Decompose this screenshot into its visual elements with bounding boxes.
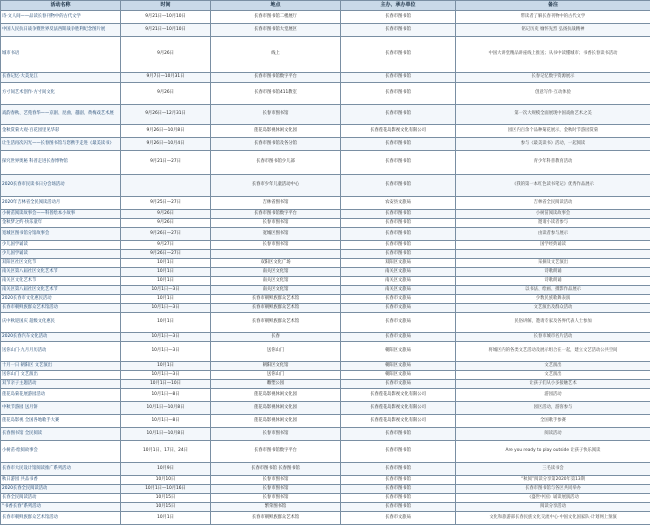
activity-name-cell: 小树苗·绘阅故事会	[1, 441, 121, 463]
table-row	[1, 313, 650, 333]
time-cell: 9月21日—10月10日	[121, 11, 211, 24]
activity-name-cell: 金秋梦之约·快乐童年	[1, 219, 121, 228]
organizer-cell: 朝阳区文旅局	[341, 371, 456, 380]
note-cell: 参与《最美读书》活动，一起阅读	[456, 138, 650, 151]
table-row	[1, 428, 650, 441]
time-cell: 9月25日—27日	[121, 197, 211, 210]
place-cell: 吉林省图书馆	[211, 197, 341, 210]
place-cell: 南关区文化馆	[211, 268, 341, 277]
table-row	[1, 342, 650, 362]
time-cell: 10月1日	[121, 512, 211, 525]
time-cell: 9月7日—10月31日	[121, 73, 211, 83]
organizer-cell: 长春莲花岛影视文化有限公司	[341, 125, 456, 138]
table-row	[1, 268, 650, 277]
table-row	[1, 441, 650, 463]
note-cell: 诗歌朗诵	[456, 277, 650, 286]
organizer-cell: 长春市图书馆	[341, 151, 456, 175]
time-cell: 10月1日	[121, 295, 211, 304]
activity-name-cell: 方寸间艺术创作·方寸间文化	[1, 83, 121, 105]
activity-name-cell: 诗·文人间——品读长春刊物中的古代文学	[1, 11, 121, 24]
table-row	[1, 125, 650, 138]
table-row	[1, 503, 650, 512]
activity-name-cell: 莲花岛影视 全国各地歌手大赛	[1, 415, 121, 428]
organizer-cell: 长春市图书馆	[341, 210, 456, 219]
note-cell: 国学经典诵读	[456, 241, 650, 250]
organizer-cell: 长春市图书馆	[341, 476, 456, 485]
table-row	[1, 286, 650, 295]
organizer-cell: 长春市图书馆	[341, 463, 456, 476]
organizer-cell: 长春莲花岛影视文化有限公司	[341, 402, 456, 415]
table-row	[1, 463, 650, 476]
header-place: 地点	[211, 1, 341, 11]
place-cell: 长春市图书馆411教室	[211, 83, 341, 105]
table-row	[1, 371, 650, 380]
note-cell: 长春记忆数字资源展示	[456, 73, 650, 83]
organizer-cell: 长春市文旅局	[341, 380, 456, 389]
table-row	[1, 389, 650, 402]
organizer-cell: 长春市图书馆	[341, 83, 456, 105]
table-row	[1, 476, 650, 485]
activity-name-cell: 南关区第八届社区文化艺术节	[1, 268, 121, 277]
note-cell: 民俗讲解，邀请专家及各界代表人士参加	[456, 313, 650, 333]
time-cell: 10月1日—10日	[121, 380, 211, 389]
place-cell: 长春市图书馆数字平台	[211, 210, 341, 219]
organizer-cell: 长春市图书馆	[341, 37, 456, 73]
time-cell: 10月1日	[121, 313, 211, 333]
table-row	[1, 250, 650, 259]
time-cell: 10月15日	[121, 503, 211, 512]
activity-name-cell: 庆中秋迎国庆 超级文化惠民	[1, 313, 121, 333]
place-cell: 长春市朝鲜族群众艺术馆	[211, 313, 341, 333]
place-cell: 雕塑公园	[211, 380, 341, 389]
organizer-cell: 长春市图书馆	[341, 428, 456, 441]
place-cell: 长春市朝鲜族群众艺术馆	[211, 304, 341, 313]
table-row	[1, 228, 650, 241]
time-cell: 10月1日	[121, 362, 211, 371]
note-cell: “秋阅”阅读分享第2020年第13期	[456, 476, 650, 485]
organizer-cell: 长春市图书馆	[341, 503, 456, 512]
time-cell: 10月1日—10月16日	[121, 485, 211, 494]
place-cell: 长春市图书馆及各分馆	[211, 138, 341, 151]
organizer-cell: 长春市图书馆	[341, 24, 456, 37]
note-cell: 文艺演出	[456, 362, 650, 371]
table-row	[1, 304, 650, 313]
place-cell: 南关区文化馆	[211, 286, 341, 295]
note-cell: 带读者了解长春刊物中的古代文学	[456, 11, 650, 24]
time-cell: 9月26日—10月8日	[121, 125, 211, 138]
time-cell: 10月1日—3日	[121, 286, 211, 295]
organizer-cell: 长春市图书馆	[341, 250, 456, 259]
table-row	[1, 175, 650, 197]
place-cell: 送你山门	[211, 342, 341, 362]
organizer-cell: 长春市图书馆	[341, 228, 456, 241]
note-cell: 将城区内的各类文艺活动及展示组合在一起，建立文艺活动公共空间	[456, 342, 650, 362]
activity-name-cell: 金秋赏菊大观·百花园里见华彩	[1, 125, 121, 138]
time-cell: 10月1日—3日	[121, 333, 211, 342]
note-cell: 邀请小读者参与	[456, 219, 650, 228]
organizer-cell: 长春市图书馆	[341, 485, 456, 494]
table-row	[1, 73, 650, 83]
activity-name-cell: 南关区文化艺术节	[1, 277, 121, 286]
place-cell: 长春市图书馆	[211, 241, 341, 250]
table-row	[1, 210, 650, 219]
note-cell: 《我的第一本红色读书笔记》优秀作品展示	[456, 175, 650, 197]
note-cell: 长春市城市名片活动	[456, 333, 650, 342]
activity-name-cell: 中国人民抗日战争暨世界反法西斯战争胜利纪念图片展	[1, 24, 121, 37]
place-cell: 长春市朝鲜族群众艺术馆	[211, 295, 341, 304]
note-cell: 游园活动	[456, 389, 650, 402]
table-row	[1, 259, 650, 268]
note-cell: 文艺演出及群众活动	[456, 304, 650, 313]
table-row	[1, 362, 650, 371]
organizer-cell: 长春市图书馆	[341, 241, 456, 250]
table-header-row	[1, 1, 650, 11]
note-cell: 第一次大规模全面展现中国戏曲艺术之美	[456, 105, 650, 125]
time-cell: 9月26日	[121, 37, 211, 73]
time-cell: 9月21日—27日	[121, 151, 211, 175]
table-row	[1, 197, 650, 210]
time-cell: 9月26日	[121, 210, 211, 219]
activity-name-cell: 送你山门·九月月历活动	[1, 342, 121, 362]
note-cell: 少数民族歌舞表演	[456, 295, 650, 304]
organizer-cell: 双阳区文旅局	[341, 259, 456, 268]
organizer-cell: 长春市文旅局	[341, 313, 456, 333]
activity-name-cell: 2020长春汽车文化活动	[1, 333, 121, 342]
activity-name-cell: 中秋节游园 送月饼	[1, 402, 121, 415]
note-cell: 全国歌手参赛	[456, 415, 650, 428]
organizer-cell: 长春市图书馆	[341, 138, 456, 151]
time-cell: 9月26日—27日	[121, 228, 211, 241]
place-cell: 朝阳区文化馆	[211, 362, 341, 371]
place-cell: 南关区文化馆	[211, 277, 341, 286]
time-cell	[121, 175, 211, 197]
note-cell: 诗歌朗诵	[456, 268, 650, 277]
organizer-cell: 朝阳区文旅局	[341, 362, 456, 371]
place-cell: 长春市少年儿童活动中心	[211, 175, 341, 197]
table-row	[1, 333, 650, 342]
place-cell: 长春市图书馆	[211, 219, 341, 228]
place-cell: 宽城区图书馆	[211, 228, 341, 241]
activity-name-cell: 城市书语	[1, 37, 121, 73]
place-cell: 长春市图书馆 长春图书馆	[211, 463, 341, 476]
activity-name-cell: 莲花岛菊花展游园活动	[1, 389, 121, 402]
time-cell: 10月1日—3日	[121, 371, 211, 380]
place-cell: 长春市图书馆	[211, 494, 341, 503]
note-cell: 《盛世中国》诵读展演活动	[456, 494, 650, 503]
place-cell	[211, 250, 341, 259]
organizer-cell: 长春市文旅局	[341, 512, 456, 525]
organizer-cell: 长春市图书馆	[341, 219, 456, 228]
time-cell: 9月26日—12月31日	[121, 105, 211, 125]
table-body	[1, 11, 650, 525]
table-row	[1, 105, 650, 125]
note-cell: 吉林省全民阅读活动	[456, 197, 650, 210]
table-row	[1, 219, 650, 228]
activity-name-cell: 送你山门 文艺演出	[1, 371, 121, 380]
table-row	[1, 138, 650, 151]
table-row	[1, 415, 650, 428]
place-cell: 莲花岛影视休闲文化园	[211, 389, 341, 402]
header-note: 备注	[456, 1, 650, 11]
organizer-cell: 长春市图书馆	[341, 175, 456, 197]
place-cell: 长春市图书馆数字平台	[211, 73, 341, 83]
organizer-cell: 长春市文旅局	[341, 295, 456, 304]
activity-name-cell: 探究世界奥秘 科普走进长春博物馆	[1, 151, 121, 175]
time-cell: 10月10日	[121, 476, 211, 485]
time-cell: 9月26日—10月4日	[121, 138, 211, 151]
time-cell: 9月21日—10月10日	[121, 24, 211, 37]
note-cell	[456, 250, 650, 259]
activity-name-cell: 十月一日 朝阳区 文艺演出	[1, 362, 121, 371]
place-cell: 长春市图书馆数字平台	[211, 441, 341, 463]
place-cell: 莲花岛影视休闲文化园	[211, 125, 341, 138]
place-cell: 长春市图书馆大堂展区	[211, 24, 341, 37]
note-cell: 小树苗阅读故事会	[456, 210, 650, 219]
organizer-cell: 长春市图书馆	[341, 11, 456, 24]
table-row	[1, 24, 650, 37]
time-cell: 10月9日	[121, 463, 211, 476]
activity-name-cell: 2020长春市民读书日分会场活动	[1, 175, 121, 197]
time-cell: 10月1日—3日	[121, 304, 211, 313]
time-cell: 9月26日	[121, 219, 211, 228]
organizer-cell: 长春莲花岛影视文化有限公司	[341, 415, 456, 428]
organizer-cell: 朝阳区文旅局	[341, 342, 456, 362]
place-cell: 线上	[211, 37, 341, 73]
note-cell: 文艺演出	[456, 371, 650, 380]
time-cell: 10月1日—10月8日	[121, 428, 211, 441]
organizer-cell: 南关区文旅局	[341, 277, 456, 286]
activity-name-cell: 长春全民阅读活动	[1, 494, 121, 503]
place-cell: 双阳区文化广场	[211, 259, 341, 268]
place-cell: 莲花岛影视休闲文化园	[211, 402, 341, 415]
activity-name-cell: 少儿国学诵读	[1, 241, 121, 250]
note-cell: 以书法、绘画、摄影作品展示	[456, 286, 650, 295]
time-cell: 10月1日	[121, 277, 211, 286]
note-cell: 阅读分享活动	[456, 503, 650, 512]
header-time: 时间	[121, 1, 211, 11]
note-cell: 中国大讲堂精品讲座线上推送；从书中读懂城市；书香长春读书活动	[456, 37, 650, 73]
time-cell: 9月26日	[121, 83, 211, 105]
place-cell: 长春市图书馆二楼展厅	[211, 11, 341, 24]
table-row	[1, 241, 650, 250]
place-cell: 莲花岛影视休闲文化园	[211, 415, 341, 428]
activity-name-cell: 长春市朝鲜族群众艺术馆活动	[1, 304, 121, 313]
time-cell: 10月1日、17日、24日	[121, 441, 211, 463]
place-cell: 长春市图书馆少儿部	[211, 151, 341, 175]
place-cell: 长春市图书馆	[211, 485, 341, 494]
time-cell: 10月1日—3日	[121, 342, 211, 362]
activity-name-cell: 戏韵春秋、艺苑春华——京剧、昆曲、越剧、黄梅戏艺术展	[1, 105, 121, 125]
note-cell: 园区活动，游客参与	[456, 402, 650, 415]
note-cell: 铭记历史 缅怀先烈 弘扬抗战精神	[456, 24, 650, 37]
activity-name-cell: 让生活再次闪光——长春图书馆与您携手走进《最美读书》	[1, 138, 121, 151]
time-cell: 10月1日	[121, 268, 211, 277]
organizer-cell: 长春市图书馆	[341, 105, 456, 125]
time-cell: 10月1日—8日	[121, 415, 211, 428]
organizer-cell: 南关区文旅局	[341, 286, 456, 295]
activity-name-cell: “书香长春”系列活动	[1, 503, 121, 512]
activity-name-cell: 2020年吉林省全民阅读活动月	[1, 197, 121, 210]
time-cell: 10月1日—8日	[121, 389, 211, 402]
place-cell: 长春市图书馆	[211, 105, 341, 125]
note-cell: 青少年科普教育活动	[456, 151, 650, 175]
table-row	[1, 295, 650, 304]
organizer-cell: 长春莲花岛影视文化有限公司	[341, 389, 456, 402]
note-cell: 三毛读书会	[456, 463, 650, 476]
table-row	[1, 83, 650, 105]
time-cell: 9月26日—27日	[121, 250, 211, 259]
note-cell: 文化和旅游部长春民族文化交流中心·中国文化国家队·计划网上预演	[456, 512, 650, 525]
organizer-cell: 长春市图书馆	[341, 73, 456, 83]
organizer-cell: 长春市文旅局	[341, 333, 456, 342]
table-row	[1, 402, 650, 415]
activity-name-cell: 长春市大民设计馆阅读推广系列活动	[1, 463, 121, 476]
organizer-cell: 长春市图书馆	[341, 494, 456, 503]
activity-name-cell: 长春图书馆 全民阅读	[1, 428, 121, 441]
note-cell: 园区内百余个品种菊花展示，金秋时节游园赏菊	[456, 125, 650, 138]
time-cell: 10月1日—10月8日	[121, 402, 211, 415]
organizer-cell: 农安县文旅局	[341, 197, 456, 210]
header-activity-name: 活动名称	[1, 1, 121, 11]
header-organizer: 主办、承办单位	[341, 1, 456, 11]
activity-name-cell: 南关区第八届社区文化艺术节	[1, 286, 121, 295]
organizer-cell: 南关区文旅局	[341, 268, 456, 277]
place-cell: 长春市图书馆	[211, 476, 341, 485]
place-cell: 长春市图书馆	[211, 428, 341, 441]
activity-name-cell: 宽城区图书馆分馆故事会	[1, 228, 121, 241]
table-row	[1, 151, 650, 175]
table-row	[1, 494, 650, 503]
table-row	[1, 380, 650, 389]
note-cell: 长春市图书馆与各区共同举办	[456, 485, 650, 494]
place-cell: 繁荣图书馆	[211, 503, 341, 512]
table-row	[1, 512, 650, 525]
table-row	[1, 277, 650, 286]
activity-name-cell: 长春记忆·大美龙江	[1, 73, 121, 83]
activity-name-cell: 少儿国学诵读	[1, 250, 121, 259]
organizer-cell: 长春市图书馆	[341, 441, 456, 463]
time-cell: 10月15日	[121, 494, 211, 503]
note-cell: 创意写作·互动体验	[456, 83, 650, 105]
place-cell: 长春市朝鲜族群众艺术馆	[211, 512, 341, 525]
note-cell: Are you ready to play outside 让孩子快乐阅读	[456, 441, 650, 463]
organizer-cell: 长春市文旅局	[341, 304, 456, 313]
note-cell: 采摘及文艺演出	[456, 259, 650, 268]
note-cell: 让孩子们从小多接触艺术	[456, 380, 650, 389]
table-row	[1, 11, 650, 24]
activity-name-cell: 双阳区社区文化节	[1, 259, 121, 268]
activity-name-cell: 小树苗阅读故事会——科普绘本小故事	[1, 210, 121, 219]
time-cell: 10月1日	[121, 259, 211, 268]
place-cell: 长春	[211, 333, 341, 342]
activity-name-cell: 长春市朝鲜族群众艺术馆活动	[1, 512, 121, 525]
note-cell: 阅读活动	[456, 428, 650, 441]
activity-name-cell: 2020长春全民阅读活动	[1, 485, 121, 494]
table-row	[1, 37, 650, 73]
table-row	[1, 485, 650, 494]
activity-name-cell: 2020长春市文化惠民活动	[1, 295, 121, 304]
note-cell: 由读者参与展示	[456, 228, 650, 241]
time-cell: 9月27日	[121, 241, 211, 250]
activity-name-cell: 双节亲子主题活动	[1, 380, 121, 389]
activity-name-cell: 秋日游园 共品书香	[1, 476, 121, 485]
place-cell: 送你山门	[211, 371, 341, 380]
